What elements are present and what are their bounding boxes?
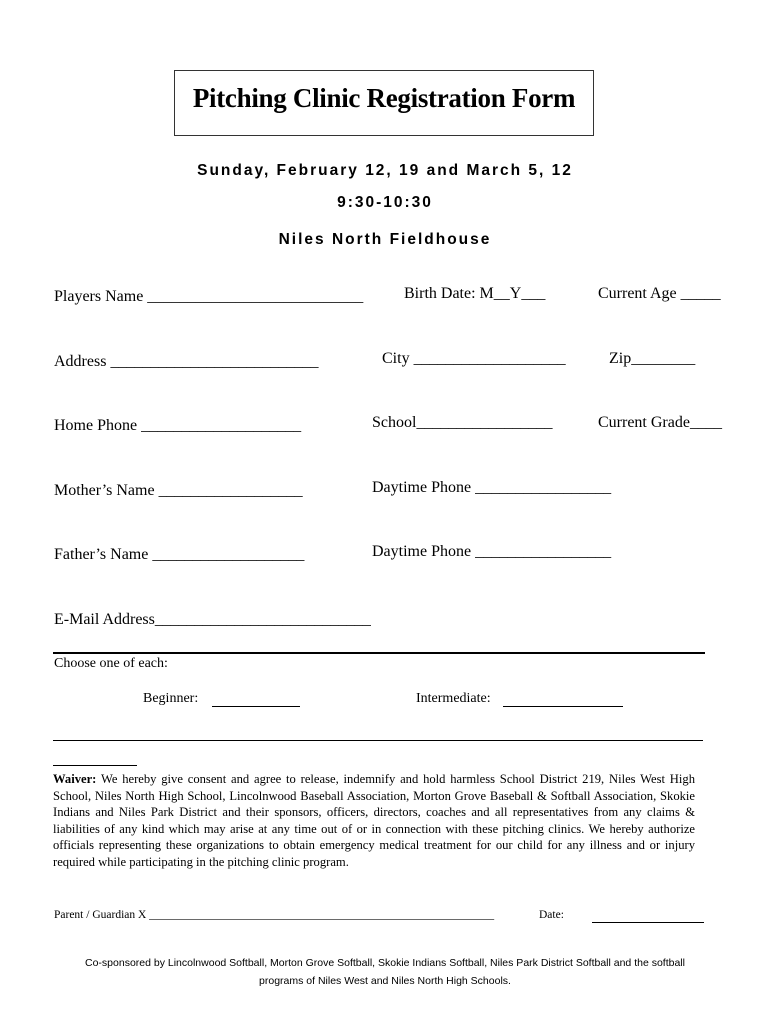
section-divider bbox=[53, 652, 705, 654]
fathers-name-field[interactable]: Father’s Name ___________________ bbox=[54, 546, 305, 563]
title-box bbox=[174, 70, 594, 136]
date-label: Date: bbox=[539, 909, 564, 921]
event-dates: Sunday, February 12, 19 and March 5, 12 bbox=[197, 162, 573, 179]
current-age-field[interactable]: Current Age _____ bbox=[598, 285, 721, 302]
guardian-signature-field[interactable]: Parent / Guardian X ____________________________________________________________ bbox=[54, 909, 495, 921]
event-location: Niles North Fieldhouse bbox=[278, 231, 492, 248]
city-field[interactable]: City ___________________ bbox=[382, 350, 566, 367]
intermediate-label: Intermediate: bbox=[416, 691, 491, 706]
separator-line bbox=[53, 740, 703, 741]
date-blank[interactable] bbox=[592, 922, 704, 923]
short-underline bbox=[53, 765, 137, 766]
mothers-daytime-phone-field[interactable]: Daytime Phone _________________ bbox=[372, 479, 612, 496]
footer-sponsors bbox=[30, 954, 740, 990]
address-field[interactable]: Address __________________________ bbox=[54, 353, 319, 370]
email-field[interactable]: E-Mail Address___________________________ bbox=[54, 611, 371, 628]
footer-line-1: Co-sponsored by Lincolnwood Softball, Morton Grove Softball, Skokie Indians Softball, Niles Park District Softball and the softball bbox=[85, 957, 685, 969]
players-name-field[interactable]: Players Name ___________________________ bbox=[54, 288, 364, 305]
fathers-daytime-phone-field[interactable]: Daytime Phone _________________ bbox=[372, 543, 612, 560]
zip-field[interactable]: Zip________ bbox=[609, 350, 696, 367]
home-phone-field[interactable]: Home Phone ____________________ bbox=[54, 417, 302, 434]
intermediate-blank[interactable] bbox=[503, 706, 623, 707]
birth-date-field[interactable]: Birth Date: M__Y___ bbox=[404, 285, 546, 302]
choose-heading: Choose one of each: bbox=[54, 656, 168, 671]
waiver-paragraph bbox=[53, 771, 695, 870]
event-time: 9:30-10:30 bbox=[337, 194, 433, 211]
waiver-label: Waiver: bbox=[53, 772, 97, 786]
form-title: Pitching Clinic Registration Form bbox=[192, 83, 576, 113]
school-field[interactable]: School_________________ bbox=[372, 414, 553, 431]
current-grade-field[interactable]: Current Grade____ bbox=[598, 414, 722, 431]
mothers-name-field[interactable]: Mother’s Name __________________ bbox=[54, 482, 303, 499]
beginner-blank[interactable] bbox=[212, 706, 300, 707]
footer-line-2: programs of Niles West and Niles North High Schools. bbox=[259, 975, 511, 987]
beginner-label: Beginner: bbox=[143, 691, 199, 706]
waiver-text: We hereby give consent and agree to release, indemnify and hold harmless School District 219, Niles West High School, Niles North High School, Lincolnwood Baseball Association, Morton Grove Baseball & Softball Association, Skokie Indians and Niles Park District and their sponsors, officers, directors, coaches and all representatives from any claims & liabilities of any kind which may arise at any time out of or in connection with these pitching clinics. We hereby authorize officials representing these organizations to obtain emergency medical treatment for our child for any illness and or injury required while participating in the pitching clinic program. bbox=[53, 772, 695, 869]
